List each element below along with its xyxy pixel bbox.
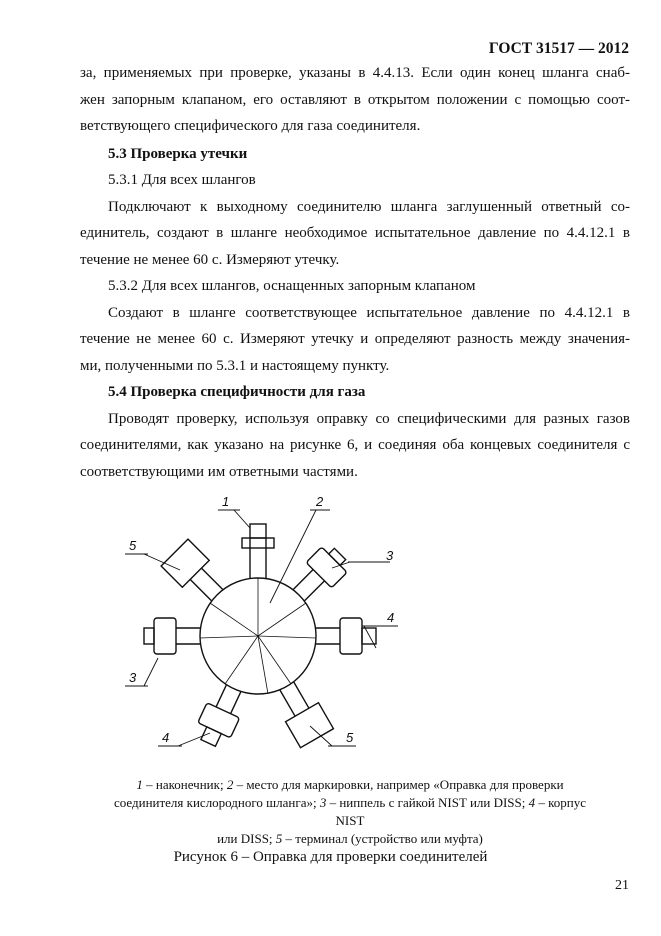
mandrel-drawing [100,488,420,768]
paragraph-line: течение не менее 60 с. Измеряют утечку и определяют разность между значения- [80,331,630,347]
terminal-connector [271,677,334,748]
paragraph-line: ветствующего специфического для газа соединителя. [80,118,421,134]
legend-number: 1 [136,777,143,792]
section-heading-5-4: 5.4 Проверка специфичности для газа [108,384,366,400]
figure-label: 4 [162,730,170,745]
figure-title: Рисунок 6 – Оправка для проверки соединителей [173,849,488,865]
figure-label: 3 [386,548,394,563]
figure-label: 2 [316,494,324,509]
figure-label: 1 [222,494,230,509]
nipple-connector [144,618,200,654]
standard-header: ГОСТ 31517 — 2012 [488,40,629,57]
legend-number: 5 [275,831,283,846]
figure-legend [110,776,590,848]
figure-label: 5 [346,730,354,745]
paragraph-line: Подключают к выходному соединителю шланга заглушенный ответный со- [108,198,630,215]
figure-label: 3 [129,670,137,685]
subsection-5-3-1: 5.3.1 Для всех шлангов [108,172,256,188]
legend-number: 3 [319,795,327,810]
subsection-5-3-2: 5.3.2 Для всех шлангов, оснащенных запорным клапаном [108,278,476,294]
paragraph-line: Проводят проверку, используя оправку со специфическими для разных газов [108,410,630,427]
paragraph-line: ми, полученными по 5.3.1 и настоящему пункту. [80,357,390,374]
legend-text: – ниппель с гайкой NIST или DISS; [326,795,529,810]
figure-label: 4 [387,610,395,625]
tip-connector [242,524,274,578]
legend-text: – корпус NIST [335,795,587,828]
legend-number: 4 [528,795,536,810]
paragraph-line: течение не менее 60 с. Измеряют утечку. [80,251,340,268]
paragraph-line: единитель, создают в шланге необходимое испытательное давление по 4.4.12.1 в [80,225,630,241]
legend-text: или DISS; [217,831,276,846]
legend-text: соединителя кислородного шланга»; [113,795,320,810]
paragraph-line: за, применяемых при проверке, указаны в 4.4.13. Если один конец шланга снаб- [80,65,630,81]
legend-text: – наконечник; [142,777,227,792]
paragraph-line: соответствующими им ответными частями. [80,463,358,480]
paragraph-line: соединителями, как указано на рисунке 6, и соединяя оба концевых соединителя с [80,437,630,453]
page-number: 21 [615,878,629,893]
paragraph-line: жен запорным клапаном, его оставляют в открытом положении с помощью соот- [80,91,630,108]
legend-text: – место для маркировки, например «Оправка для проверки [233,777,564,792]
figure-label: 5 [129,538,137,553]
body-text [80,60,630,485]
legend-number: 2 [226,777,234,792]
terminal-connector [161,539,230,608]
section-heading-5-3: 5.3 Проверка утечки [108,145,248,162]
paragraph-line: Создают в шланге соответствующее испытательное давление по 4.4.12.1 в [108,304,630,321]
body-connector [316,618,376,654]
legend-text: – терминал (устройство или муфта) [282,831,483,846]
nipple-connector [286,541,352,607]
